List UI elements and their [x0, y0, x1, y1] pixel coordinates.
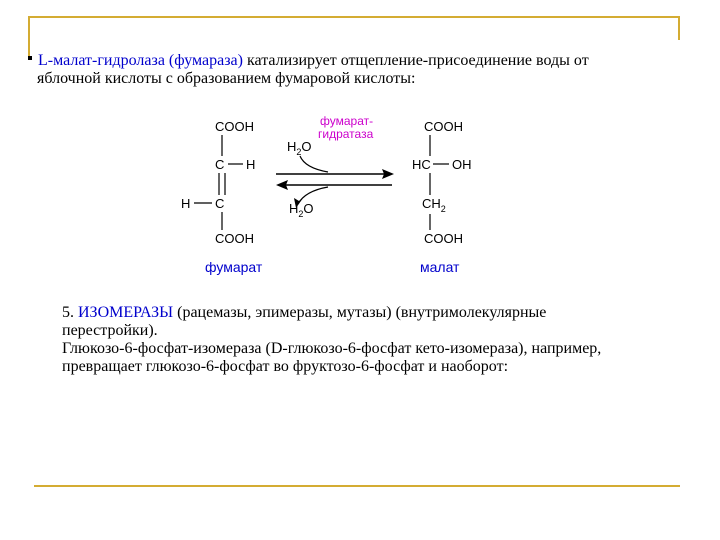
- section5-line3: Глюкозо-6-фосфат-изомераза (D-глюкозо-6-фосфат кето-изомераза), например,: [62, 340, 602, 357]
- slide-frame-top: [28, 16, 680, 18]
- slide-frame-right: [678, 16, 680, 40]
- intro-paragraph: [38, 52, 589, 70]
- intro-line2: яблочной кислоты с образованием фумаровой кислоты:: [37, 70, 416, 87]
- enzyme-label-line1: фумарат-: [320, 114, 374, 128]
- fumarate-h2: H: [181, 196, 191, 211]
- malate-oh: OH: [452, 157, 472, 172]
- malate-top-cooh: COOH: [424, 119, 463, 134]
- fumarate-c2: C: [215, 196, 225, 211]
- fumarate-bottom-cooh: COOH: [215, 231, 254, 246]
- fumarate-label: фумарат: [205, 259, 263, 275]
- malate-ch2: $CH_2$: [422, 196, 446, 214]
- section5-line2: перестройки).: [62, 322, 158, 339]
- enzyme-label-line2: гидратаза: [318, 127, 374, 141]
- malate-bottom-cooh: COOH: [424, 231, 463, 246]
- fumarase-reaction-scheme: [0, 110, 720, 310]
- slide-frame-left: [28, 16, 30, 60]
- fumarate-top-cooh: COOH: [215, 119, 254, 134]
- water-bottom: $H_2O$: [289, 201, 314, 219]
- section5-line1-rest: (рацемазы, эпимеразы, мутазы) (внутримолекулярные: [173, 304, 547, 321]
- malate-hc: HC: [412, 157, 431, 172]
- slide-frame-bottom: [34, 485, 680, 487]
- intro-line1-rest: катализирует отщепление-присоединение воды от: [242, 52, 589, 69]
- intro-highlight: L-малат-гидролаза (фумараза): [38, 52, 243, 69]
- section5-number: 5.: [62, 304, 78, 321]
- section5-line1: [62, 304, 692, 322]
- water-top-curved-arrow: [300, 156, 328, 172]
- bullet-square-1: [28, 56, 32, 60]
- fumarate-c1: C: [215, 157, 225, 172]
- section5-title: ИЗОМЕРАЗЫ: [78, 304, 174, 321]
- section5-paragraph: [62, 304, 692, 376]
- fumarate-h1: H: [246, 157, 256, 172]
- malate-label: малат: [420, 259, 460, 275]
- section5-line4: превращает глюкозо-6-фосфат во фруктозо-6-фосфат и наоборот:: [62, 358, 509, 375]
- water-top: $H_2O$: [287, 139, 312, 157]
